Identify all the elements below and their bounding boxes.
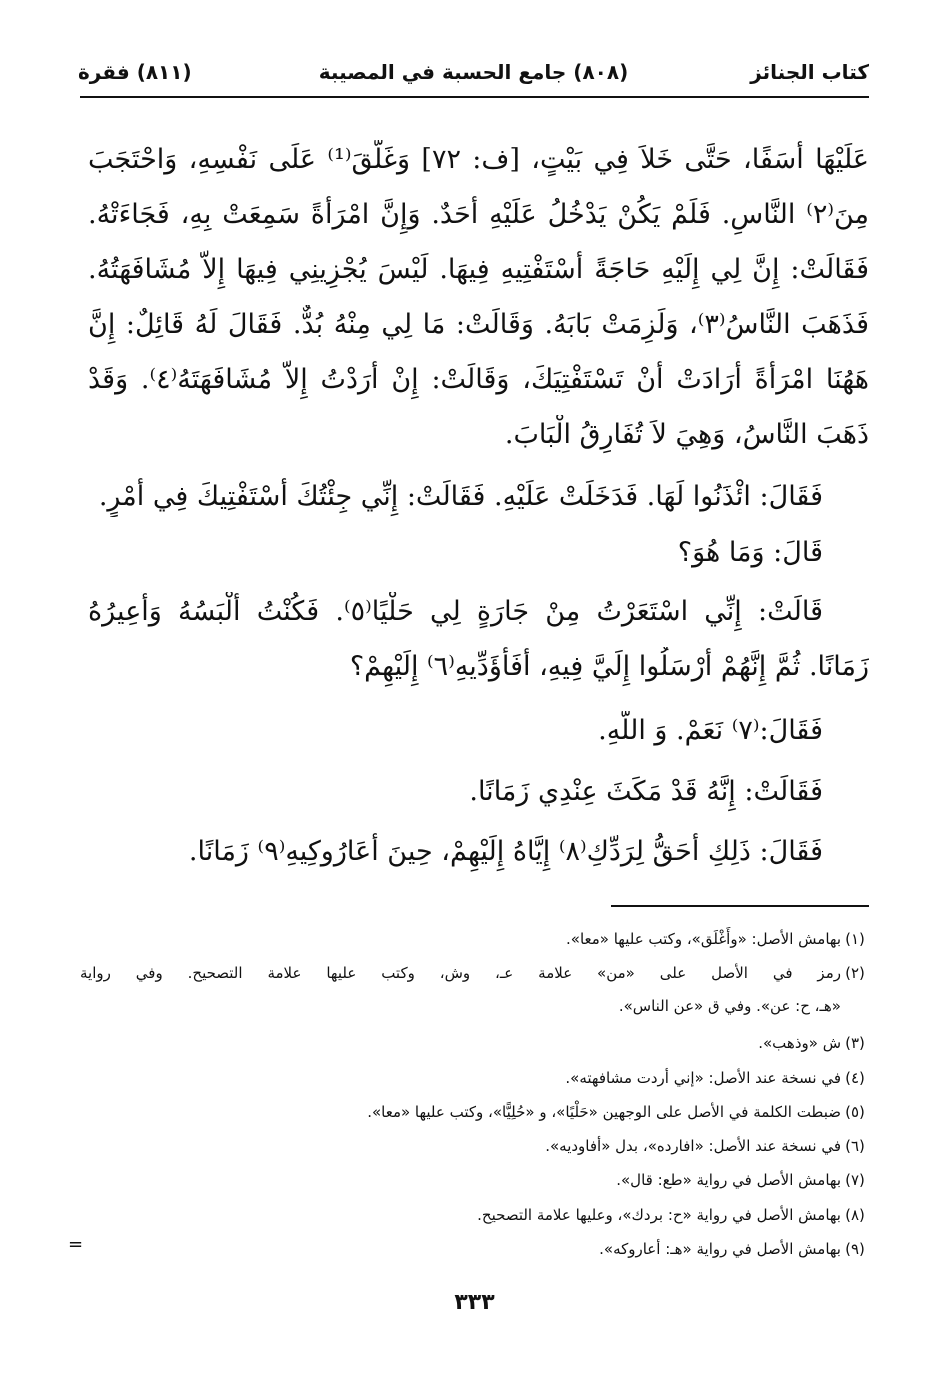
body-line: هَهُنَا امْرَأَةً أَرَادَتْ أَنْ تَسْتَفْتِيَكَ، وَقَالَتْ: إِنْ أَرَدْتُ إِلاَّ مُشَافَهَتَهُ⁽٤⁾. وَقَدْ (88, 364, 869, 395)
body-line: فَقَالَتْ: إِنَّ لِي إِلَيْهِ حَاجَةً أَسْتَفْتِيهِ فِيهَا. لَيْسَ يُجْزِينِي فِيهَا إِلاَّ مُشَافَهَتُهُ. (88, 254, 869, 285)
section-title: (٨٠٨) جامع الحسبة في المصيبة (318, 60, 629, 84)
footnote-text-continued: «هـ، ح: عن». وفي ق «عن الناس». (618, 997, 841, 1015)
footnote-text: بهامش الأصل في رواية «ح: بردك»، وعليها علامة التصحيح. (477, 1206, 841, 1224)
body-line: زَمَانًا. ثُمَّ إِنَّهُمْ أَرْسَلُوا إِلَيَّ فِيهِ، أَفَأُؤَدِّيهِ⁽٦⁾ إِلَيْهِمْ؟ (349, 651, 869, 682)
footnote-text: في نسخة عند الأصل: «افارده»، بدل «أفاوديه». (545, 1137, 841, 1155)
body-line: فَذَهَبَ النَّاسُ⁽٣⁾، وَلَزِمَتْ بَابَهُ. وَقَالَتْ: مَا لِي مِنْهُ بُدٌّ. فَقَالَ لَهُ قَائِلٌ: إِنَّ (88, 309, 869, 340)
footnote-number: (١) (845, 930, 865, 948)
footnote-number: (٣) (845, 1034, 865, 1052)
footnote-number: (٥) (845, 1103, 865, 1121)
body-line: قَالَ: وَمَا هُوَ؟ (677, 537, 823, 568)
footnote-text: ضبطت الكلمة في الأصل على الوجهين «حَلْيًا»، و «حُلِيًّا»، وكتب عليها «معا». (367, 1103, 841, 1121)
footnote-text: في نسخة عند الأصل: «إني أردت مشافهته». (565, 1069, 841, 1087)
page-number: ٣٣٣ (454, 1290, 495, 1315)
paragraph-number: (٨١١) فقرة (78, 60, 192, 84)
footnote-number: (٧) (845, 1171, 865, 1189)
body-line: قَالَتْ: إِنِّي اسْتَعَرْتُ مِنْ جَارَةٍ لِي حَلْيًا⁽٥⁾. فَكُنْتُ أَلْبَسُهُ وَأُعِيرُهُ (88, 596, 823, 627)
body-line: عَلَيْهَا أَسَفًا، حَتَّى خَلاَ فِي بَيْتٍ، [ف: ٧٢] وَغَلَّقَ⁽¹⁾ عَلَى نَفْسِهِ، وَاحْتَجَبَ (88, 144, 869, 175)
chapter-title: كتاب الجنائز (750, 60, 869, 84)
body-line: فَقَالَتْ: إِنَّهُ قَدْ مَكَثَ عِنْدِي زَمَانًا. (469, 776, 823, 807)
body-line: مِنَ⁽٢⁾ النَّاسِ. فَلَمْ يَكُنْ يَدْخُلُ عَلَيْهِ أَحَدٌ. وَإِنَّ امْرَأَةً سَمِعَتْ بِهِ، فَجَاءَتْهُ. (88, 199, 869, 230)
footnote-text: رمز في الأصل على «من» علامة عـ، وش، وكتب عليها علامة التصحيح. وفي رواية (80, 964, 841, 982)
footnote-number: (٦) (845, 1137, 865, 1155)
footnote-number: (٢) (845, 964, 865, 982)
footnote-text: بهامش الأصل في رواية «هـ: أعاروكه». (599, 1240, 841, 1258)
footnote-text: بهامش الأصل في رواية «طع: قال». (616, 1171, 841, 1189)
footnote-text: ش «وذهب». (758, 1034, 841, 1052)
body-line: ذَهَبَ النَّاسُ، وَهِيَ لاَ تُفَارِقُ الْبَابَ. (504, 419, 869, 450)
body-line: فَقَالَ: ذَلِكِ أَحَقُّ لِرَدِّكِ⁽٨⁾ إِيَّاهُ إِلَيْهِمْ، حِينَ أَعَارُوكِيهِ⁽٩⁾ زَمَانًا. (188, 836, 823, 867)
body-line: فَقَالَ: ائْذَنُوا لَهَا. فَدَخَلَتْ عَلَيْهِ. فَقَالَتْ: إِنِّي جِئْتُكَ أَسْتَفْتِيكَ فِي أَمْرٍ. (98, 481, 823, 512)
continuation-mark: = (68, 1234, 84, 1255)
footnote-number: (٨) (845, 1206, 865, 1224)
footnote-number: (٤) (845, 1069, 865, 1087)
footnote-number: (٩) (845, 1240, 865, 1258)
footnote-text: بهامش الأصل: «وأَغْلَق»، وكتب عليها «معا». (566, 930, 841, 948)
footnote-divider (611, 905, 869, 907)
running-header (78, 52, 869, 92)
body-line: فَقَالَ:⁽٧⁾ نَعَمْ. وَ اللَّهِ. (598, 715, 823, 746)
header-divider (80, 96, 869, 98)
